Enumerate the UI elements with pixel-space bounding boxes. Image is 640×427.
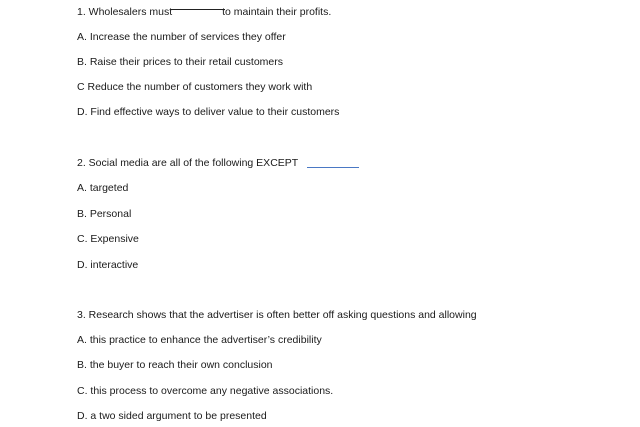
question-1-stem <box>77 5 331 19</box>
question-1-stem-before: 1. Wholesalers must <box>77 6 173 18</box>
question-2-stem <box>77 156 359 170</box>
answer-blank-2 <box>307 167 359 168</box>
question-3-option-a: A. this practice to enhance the advertiser’s credibility <box>77 334 322 346</box>
question-2-option-b: B. Personal <box>77 208 132 220</box>
question-3-option-b: B. the buyer to reach their own conclusion <box>77 359 273 371</box>
question-2-stem-text: 2. Social media are all of the following EXCEPT <box>77 157 299 169</box>
question-3-option-d: D. a two sided argument to be presented <box>77 410 267 422</box>
question-1-option-b: B. Raise their prices to their retail customers <box>77 56 283 68</box>
question-2-option-a: A. targeted <box>77 182 129 194</box>
question-3-stem: 3. Research shows that the advertiser is often better off asking questions and allowing <box>77 309 477 321</box>
question-1-option-d: D. Find effective ways to deliver value to their customers <box>77 106 340 118</box>
question-1-option-a: A. Increase the number of services they offer <box>77 31 286 43</box>
question-1-stem-after: to maintain their profits. <box>222 6 332 18</box>
question-3-option-c: C. this process to overcome any negative associations. <box>77 385 334 397</box>
answer-blank-1 <box>170 9 225 10</box>
question-2-option-d: D. interactive <box>77 259 139 271</box>
question-2-option-c: C. Expensive <box>77 233 139 245</box>
question-1-option-c: C Reduce the number of customers they work with <box>77 81 313 93</box>
